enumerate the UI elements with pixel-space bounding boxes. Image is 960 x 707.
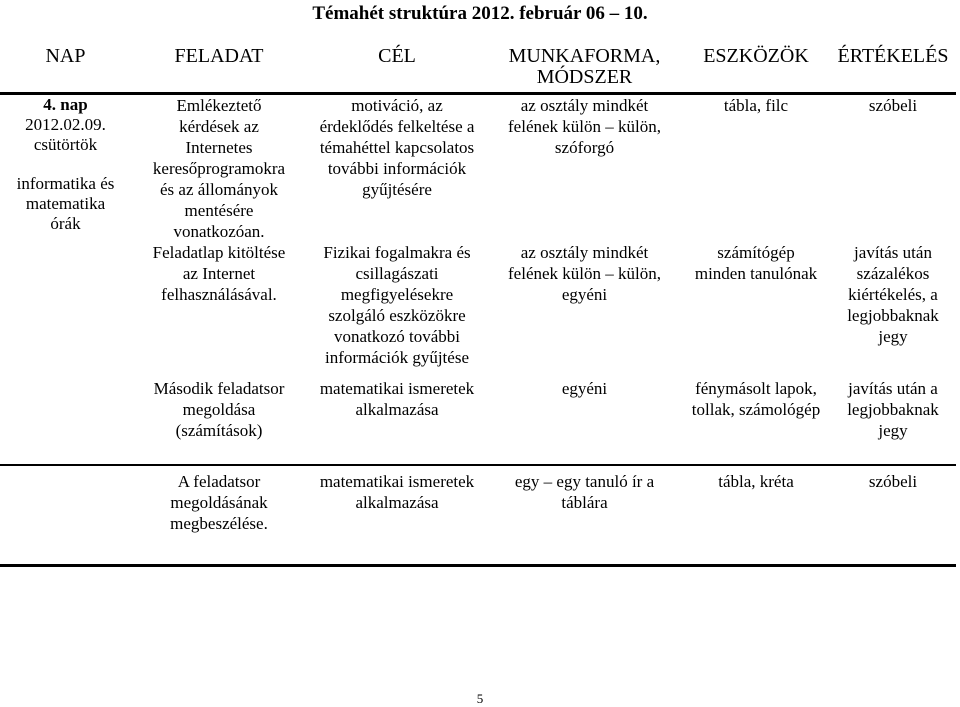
ertekeles-cell: [830, 378, 956, 465]
cel-cell: [307, 242, 487, 378]
cell-line: megoldásának: [170, 493, 268, 512]
header-munkaforma-line1: MUNKAFORMA,: [508, 45, 661, 67]
cell-line: megoldása: [182, 400, 256, 419]
cell-line: Emlékeztető: [176, 96, 262, 115]
cell-line: kiértékelés, a: [848, 285, 938, 304]
day-cell: [0, 94, 131, 466]
header-row: [0, 44, 956, 94]
cell-line: szóbeli: [868, 472, 918, 491]
day-weekday: csütörtök: [33, 135, 98, 154]
feladat-cell: [131, 94, 307, 243]
cell-line: Fizikai fogalmakra és: [323, 243, 471, 262]
eszkozok-cell: [682, 94, 830, 243]
day-number: 4. nap: [43, 95, 88, 114]
cell-line: javítás után: [854, 243, 932, 262]
cell-line: egyéni: [561, 379, 608, 398]
cell-line: vonatkozóan.: [173, 222, 265, 241]
eszkozok-cell: [682, 242, 830, 378]
cell-line: csillagászati: [355, 264, 439, 283]
munkaforma-cell: [487, 465, 682, 566]
cell-line: Feladatlap kitöltése: [152, 243, 286, 262]
cell-line: keresőprogramokra: [152, 159, 286, 178]
cell-line: alkalmazása: [355, 400, 439, 419]
cel-cell: [307, 465, 487, 566]
cell-line: az osztály mindkét: [520, 96, 649, 115]
cell-line: további információk: [327, 159, 467, 178]
cell-line: fénymásolt lapok,: [695, 379, 817, 398]
cell-line: jegy: [878, 421, 908, 440]
cell-line: és az állományok: [159, 180, 278, 199]
cell-line: vonatkozó további: [333, 327, 461, 346]
table-row: [0, 242, 956, 378]
cell-line: (számítások): [175, 421, 263, 440]
cell-line: egy – egy tanuló ír a: [514, 472, 655, 491]
feladat-cell: [131, 378, 307, 465]
munkaforma-cell: [487, 94, 682, 243]
cell-line: megfigyelésekre: [340, 285, 454, 304]
eszkozok-cell: [682, 465, 830, 566]
ertekeles-cell: [830, 242, 956, 378]
cell-line: kérdések az: [179, 117, 259, 136]
header-feladat: FELADAT: [131, 44, 307, 94]
ertekeles-cell: [830, 465, 956, 566]
cell-line: legjobbaknak: [847, 306, 939, 325]
header-munkaforma: [487, 44, 682, 94]
cell-line: szóbeli: [868, 96, 918, 115]
cell-line: információk gyűjtése: [325, 348, 469, 367]
cell-line: mentésére: [184, 201, 254, 220]
day-subject-line1: informatika és: [16, 174, 115, 193]
cell-line: felének külön – külön,: [508, 264, 661, 283]
header-nap: NAP: [0, 44, 131, 94]
cell-line: százalékos: [856, 264, 930, 283]
cell-line: tábla, filc: [723, 96, 789, 115]
day-subject-line2: matematika: [25, 194, 106, 213]
day-cell-empty: [0, 465, 131, 566]
munkaforma-cell: [487, 242, 682, 378]
cell-line: gyűjtésére: [362, 180, 432, 199]
cell-line: jegy: [878, 327, 908, 346]
cell-line: Második feladatsor: [153, 379, 285, 398]
cell-line: megbeszélése.: [170, 514, 268, 533]
table-row: [0, 94, 956, 243]
document-title: Témahét struktúra 2012. február 06 – 10.: [312, 3, 648, 24]
cell-line: felének külön – külön,: [508, 117, 661, 136]
page-number: 5: [476, 691, 484, 706]
cell-line: szolgáló eszközökre: [328, 306, 466, 325]
ertekeles-cell: [830, 94, 956, 243]
cell-line: alkalmazása: [355, 493, 439, 512]
header-munkaforma-line2: MÓDSZER: [536, 66, 633, 88]
cell-line: egyéni: [561, 285, 608, 304]
cell-line: szóforgó: [554, 138, 615, 157]
cell-line: tábla, kréta: [718, 472, 794, 491]
day-date: 2012.02.09.: [25, 115, 106, 134]
header-ertekeles: ÉRTÉKELÉS: [830, 44, 956, 94]
cell-line: témahéttel kapcsolatos: [319, 138, 475, 157]
cell-line: javítás után a: [848, 379, 938, 398]
cel-cell: [307, 94, 487, 243]
cell-line: érdeklődés felkeltése a: [319, 117, 475, 136]
cell-line: az Internet: [182, 264, 256, 283]
day-subject-line3: órák: [50, 214, 81, 233]
cell-line: táblára: [561, 493, 608, 512]
header-eszkozok: ESZKÖZÖK: [682, 44, 830, 94]
eszkozok-cell: [682, 378, 830, 465]
schedule-table: [0, 44, 956, 567]
table-row: [0, 378, 956, 465]
feladat-cell: [131, 242, 307, 378]
cell-line: tollak, számológép: [691, 400, 821, 419]
munkaforma-cell: [487, 378, 682, 465]
cell-line: matematikai ismeretek: [319, 472, 475, 491]
cel-cell: [307, 378, 487, 465]
cell-line: minden tanulónak: [694, 264, 818, 283]
cell-line: matematikai ismeretek: [319, 379, 475, 398]
cell-line: motiváció, az: [351, 96, 443, 115]
table-row: [0, 465, 956, 566]
cell-line: A feladatsor: [177, 472, 261, 491]
cell-line: számítógép: [717, 243, 795, 262]
header-cel: CÉL: [307, 44, 487, 94]
cell-line: legjobbaknak: [847, 400, 939, 419]
cell-line: Internetes: [185, 138, 253, 157]
cell-line: felhasználásával.: [161, 285, 277, 304]
feladat-cell: [131, 465, 307, 566]
cell-line: az osztály mindkét: [520, 243, 649, 262]
